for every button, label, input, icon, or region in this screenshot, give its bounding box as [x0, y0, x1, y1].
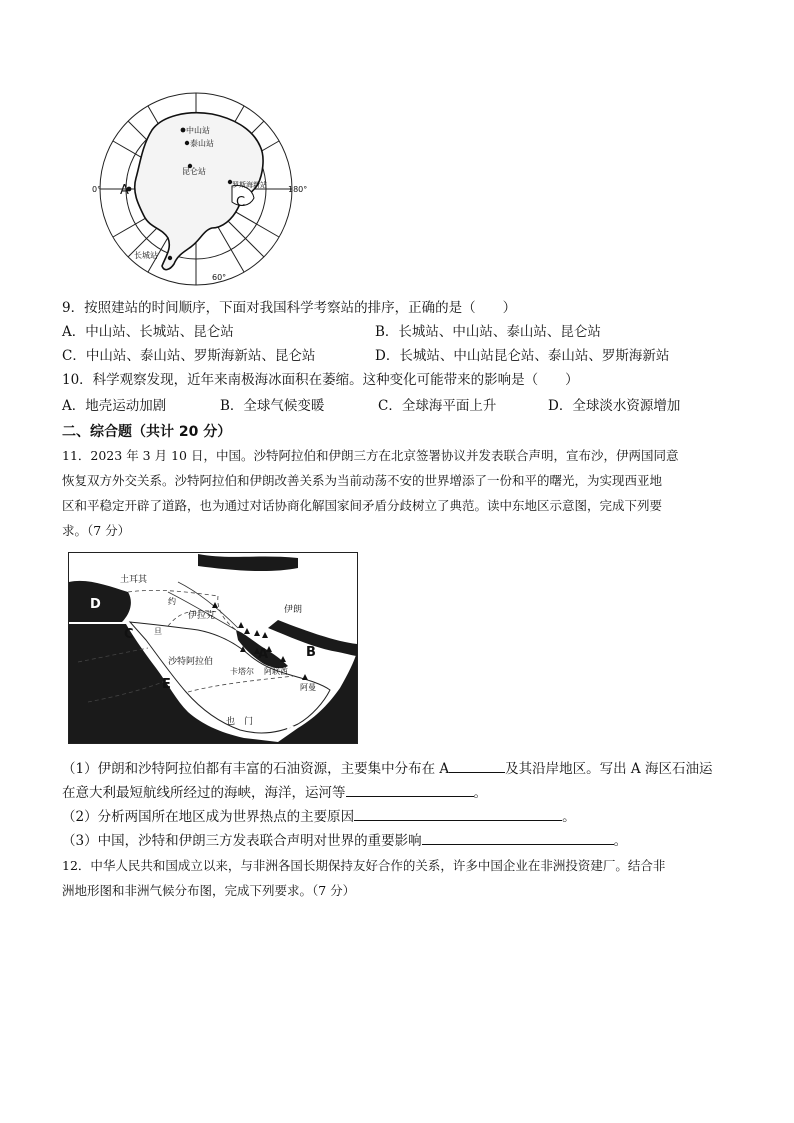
label-point-a: A [120, 183, 129, 198]
q11-sub2-blank[interactable] [354, 806, 562, 821]
label-luosihai: 罗斯海新站 [232, 181, 267, 189]
q11-line2: 恢复双方外交关系。沙特阿拉伯和伊朗改善关系为当前动荡不安的世界增添了一份和平的曙光，为实现西亚地 [62, 473, 663, 488]
label-point-c: C [236, 195, 246, 210]
q11-sub1-line2 [62, 782, 487, 803]
q9-option-d: D．长城站、中山站昆仑站、泰山站、罗斯海新站 [375, 348, 670, 364]
label-f: F [286, 721, 295, 736]
q11-sub1-line1 [62, 758, 712, 779]
q11-sub1-text-b: 及其沿岸地区。写出 A 海区石油运 [505, 761, 713, 777]
middle-east-map [68, 552, 358, 744]
q11-line1: 11．2023 年 3 月 10 日，中国。沙特阿拉伯和伊朗三方在北京签署协议并发表联合声明，宣布沙，伊两国同意 [62, 448, 679, 463]
label-a: A [258, 647, 269, 662]
label-c: C [124, 627, 134, 642]
q10-option-c: C．全球海平面上升 [378, 398, 497, 414]
q10-option-d: D．全球淡水资源增加 [548, 398, 681, 414]
q11-sub1-blank2[interactable] [346, 782, 474, 797]
taishan-dot [185, 141, 189, 145]
label-180deg: 180° [288, 185, 308, 194]
antarctica-map-svg [92, 88, 314, 288]
q9-option-a: A．中山站、长城站、昆仑站 [62, 324, 234, 340]
q11-sub2 [62, 806, 576, 827]
label-kunlun: 昆仑站 [182, 167, 206, 176]
label-iran: 伊朗 [284, 605, 303, 615]
label-taishan: 泰山站 [190, 139, 214, 148]
label-changcheng: 长城站 [134, 251, 158, 260]
q9-option-b: B．长城站、中山站、泰山站、昆仑站 [375, 324, 601, 340]
antarctica-polar-map [92, 88, 314, 288]
q12-line1: 12．中华人民共和国成立以来，与非洲各国长期保持友好合作的关系，许多中国企业在非洲投资建厂。结合非 [62, 858, 666, 873]
label-oman: 阿曼 [300, 683, 316, 692]
label-jordan: 约 [168, 597, 176, 606]
label-yemen: 也 门 [226, 717, 254, 727]
q9-stem: 9．按照建站的时间顺序，下面对我国科学考察站的排序，正确的是（ ） [62, 300, 517, 316]
q10-option-b: B．全球气候变暖 [220, 398, 325, 414]
q11-sub3-blank[interactable] [422, 830, 614, 845]
q11-sub3 [62, 830, 627, 851]
zhongshan-dot [181, 128, 186, 133]
q11-sub1-text-d: 。 [473, 785, 487, 801]
q11-sub3-text: （3）中国，沙特和伊朗三方发表联合声明对世界的重要影响 [62, 833, 422, 849]
label-qatar: 卡塔尔 [230, 667, 254, 676]
label-zhongshan: 中山站 [186, 126, 210, 135]
section-title: 二、综合题（共计 20 分） [62, 424, 232, 440]
label-d: D [90, 597, 101, 612]
q11-sub2-end: 。 [562, 809, 576, 825]
q11-sub1-text-c: 在意大利最短航线所经过的海峡，海洋，运河等 [62, 785, 346, 801]
q11-sub1-text-a: （1）伊朗和沙特阿拉伯都有丰富的石油资源，主要集中分布在 A [62, 761, 450, 777]
q11-line3: 区和平稳定开辟了道路，也为通过对话协商化解国家间矛盾分歧树立了典范。读中东地区示意图，完成下列要 [62, 498, 663, 513]
q12-line2: 洲地形图和非洲气候分布图，完成下列要求。（7 分） [62, 883, 356, 898]
changcheng-dot [168, 256, 172, 260]
q11-line4: 求。（7 分） [62, 523, 131, 538]
label-uae: 阿联酋 [264, 667, 288, 676]
label-saudi: 沙特阿拉伯 [168, 657, 214, 667]
middle-east-map-svg [68, 552, 358, 744]
label-turkey: 土耳其 [120, 575, 148, 585]
q9-option-c: C．中山站、泰山站、罗斯海新站、昆仑站 [62, 348, 316, 364]
label-b: B [306, 645, 316, 660]
label-dan: 旦 [154, 627, 162, 636]
q11-sub1-blank1[interactable] [449, 758, 505, 773]
q10-stem: 10．科学观察发现，近年来南极海冰面积在萎缩。这种变化可能带来的影响是（ ） [62, 372, 579, 388]
q10-option-a: A．地壳运动加剧 [62, 398, 167, 414]
q11-sub2-text: （2）分析两国所在地区成为世界热点的主要原因 [62, 809, 355, 825]
label-60deg: 60° [212, 273, 227, 282]
label-iraq: 伊拉克 [188, 611, 216, 621]
label-0deg: 0° [92, 185, 102, 194]
label-e: E [162, 677, 171, 692]
q11-sub3-end: 。 [613, 833, 628, 849]
